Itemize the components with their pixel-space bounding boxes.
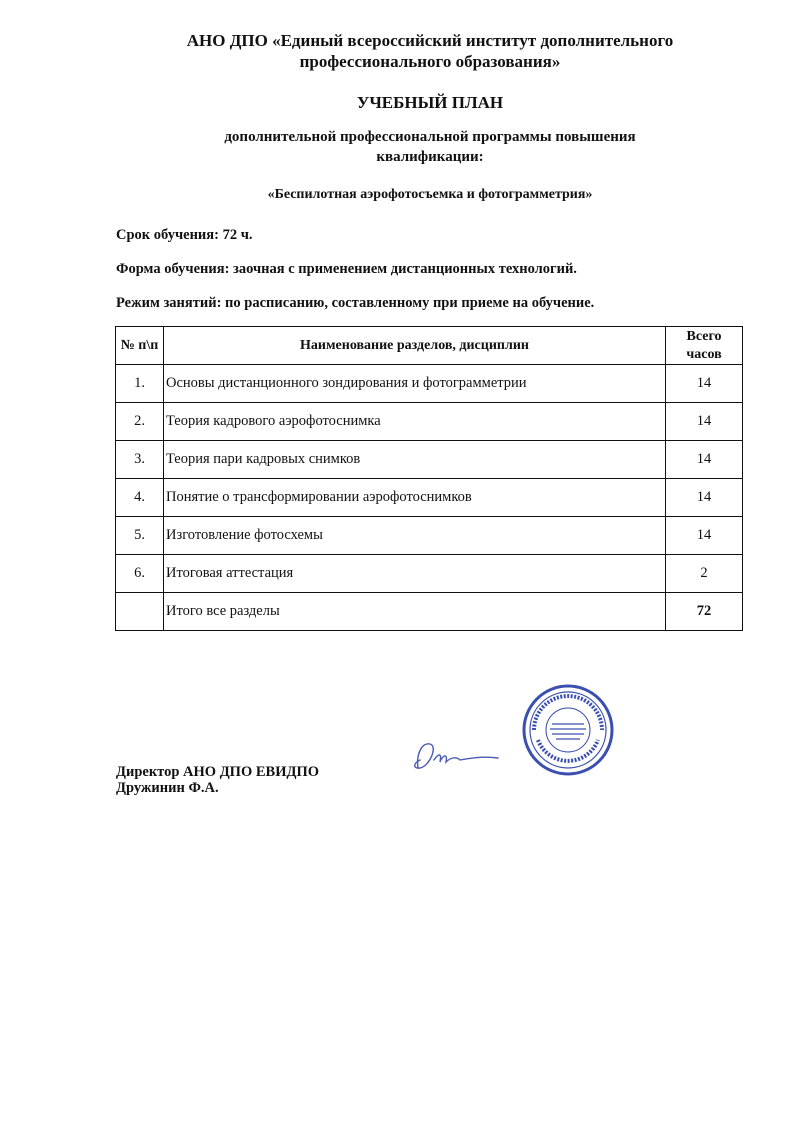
row-hours: 14 — [666, 517, 743, 555]
org-line-1: АНО ДПО «Единый всероссийский институт дополнительного — [186, 31, 674, 50]
row-num: 5. — [116, 517, 164, 555]
header-num: № п\п — [116, 327, 164, 365]
program-name: «Беспилотная аэрофотосъемка и фотограмметрия» — [267, 187, 593, 202]
header-hours-line-2: часов — [686, 346, 722, 362]
table-row — [116, 365, 743, 403]
row-num: 6. — [116, 555, 164, 593]
table-row — [116, 517, 743, 555]
table-row — [116, 403, 743, 441]
row-num: 2. — [116, 403, 164, 441]
row-name: Теория пари кадровых снимков — [164, 441, 666, 479]
signature-image — [400, 730, 530, 775]
director-title: Директор АНО ДПО ЕВИДПО — [116, 764, 320, 780]
row-num: 4. — [116, 479, 164, 517]
total-hours: 72 — [666, 593, 743, 631]
curriculum-table — [115, 326, 743, 631]
row-hours: 14 — [666, 479, 743, 517]
row-hours: 2 — [666, 555, 743, 593]
org-line-2: профессионального образования» — [299, 52, 561, 71]
row-num: 1. — [116, 365, 164, 403]
row-hours: 14 — [666, 403, 743, 441]
study-duration: Срок обучения: 72 ч. — [116, 227, 253, 243]
official-seal-image — [518, 682, 618, 778]
row-hours: 14 — [666, 365, 743, 403]
plan-title: УЧЕБНЫЙ ПЛАН — [356, 93, 504, 112]
director-block — [116, 764, 319, 796]
plan-subtitle — [160, 127, 700, 167]
subtitle-line-2: квалификации: — [376, 149, 484, 165]
study-form: Форма обучения: заочная с применением дистанционных технологий. — [116, 261, 577, 277]
subtitle-line-1: дополнительной профессиональной программы повышения — [224, 129, 636, 145]
row-name: Изготовление фотосхемы — [164, 517, 666, 555]
row-name: Основы дистанционного зондирования и фотограмметрии — [164, 365, 666, 403]
table-row — [116, 441, 743, 479]
header-hours-line-1: Всего — [686, 328, 722, 344]
study-schedule: Режим занятий: по расписанию, составленному при приеме на обучение. — [116, 295, 595, 311]
header-hours — [666, 327, 743, 365]
director-name: Дружинин Ф.А. — [116, 780, 219, 796]
table-row — [116, 479, 743, 517]
table-total-row — [116, 593, 743, 631]
organization-name — [100, 30, 760, 72]
total-name: Итого все разделы — [164, 593, 666, 631]
header-name: Наименование разделов, дисциплин — [164, 327, 666, 365]
row-hours: 14 — [666, 441, 743, 479]
row-num: 3. — [116, 441, 164, 479]
table-row — [116, 555, 743, 593]
row-name: Понятие о трансформировании аэрофотоснимков — [164, 479, 666, 517]
row-name: Итоговая аттестация — [164, 555, 666, 593]
row-name: Теория кадрового аэрофотоснимка — [164, 403, 666, 441]
table-header-row — [116, 327, 743, 365]
total-num — [116, 593, 164, 631]
